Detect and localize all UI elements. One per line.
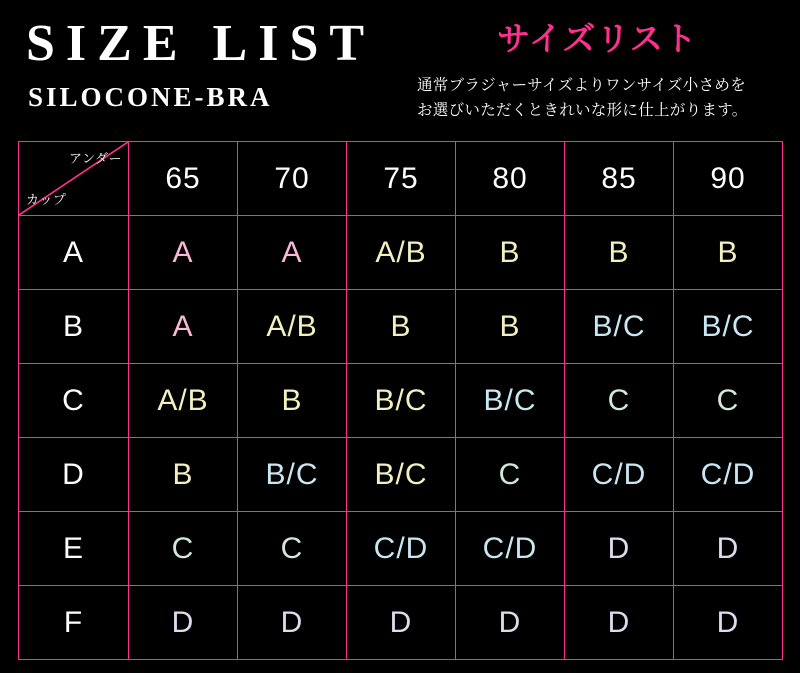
table-row (19, 512, 783, 586)
size-cell: C/D (347, 512, 456, 586)
underbust-label: アンダー (69, 152, 122, 167)
size-table-container (18, 141, 782, 660)
size-cell: D (456, 586, 565, 660)
page-title: SIZE LIST (26, 15, 376, 72)
size-cell: C/D (674, 438, 783, 512)
size-cell: A/B (129, 364, 238, 438)
size-cell: A (238, 216, 347, 290)
size-cell: B (347, 290, 456, 364)
size-cell: C (456, 438, 565, 512)
page-subtitle: SILOCONE-BRA (28, 82, 273, 112)
size-cell: D (238, 586, 347, 660)
size-cell: B/C (565, 290, 674, 364)
size-cell: B/C (674, 290, 783, 364)
row-header-cup: F (19, 586, 129, 660)
size-cell: A (129, 290, 238, 364)
sizing-note-line-2: お選びいただくときれいな形に仕上がります。 (417, 101, 748, 119)
size-cell: C (129, 512, 238, 586)
column-header-underbust: 85 (565, 142, 674, 216)
size-cell: C/D (565, 438, 674, 512)
size-cell: B (456, 290, 565, 364)
size-cell: B (456, 216, 565, 290)
size-cell: A/B (238, 290, 347, 364)
size-cell: D (129, 586, 238, 660)
column-header-underbust: 65 (129, 142, 238, 216)
size-cell: A (129, 216, 238, 290)
size-cell: D (347, 586, 456, 660)
sizing-note (417, 73, 797, 123)
table-row (19, 290, 783, 364)
row-header-cup: D (19, 438, 129, 512)
table-row (19, 586, 783, 660)
size-cell: C (565, 364, 674, 438)
size-cell: B/C (347, 438, 456, 512)
row-header-cup: E (19, 512, 129, 586)
size-cell: C (674, 364, 783, 438)
page-header (0, 0, 800, 140)
size-cell: D (674, 512, 783, 586)
size-cell: A/B (347, 216, 456, 290)
column-header-underbust: 90 (674, 142, 783, 216)
size-cell: D (565, 586, 674, 660)
sizing-note-line-1: 通常ブラジャーサイズよりワンサイズ小さめを (417, 76, 747, 94)
table-header-row (19, 142, 783, 216)
size-cell: C (238, 512, 347, 586)
row-header-cup: B (19, 290, 129, 364)
table-row (19, 438, 783, 512)
size-cell: B (238, 364, 347, 438)
column-header-underbust: 75 (347, 142, 456, 216)
size-cell: B (129, 438, 238, 512)
page-title-japanese: サイズリスト (497, 19, 698, 58)
size-cell: D (674, 586, 783, 660)
size-cell: B/C (347, 364, 456, 438)
size-cell: C/D (456, 512, 565, 586)
cup-label: カップ (26, 193, 67, 208)
size-cell: B/C (238, 438, 347, 512)
size-cell: D (565, 512, 674, 586)
table-row (19, 364, 783, 438)
row-header-cup: A (19, 216, 129, 290)
size-cell: B (565, 216, 674, 290)
row-header-cup: C (19, 364, 129, 438)
size-cell: B (674, 216, 783, 290)
column-header-underbust: 80 (456, 142, 565, 216)
size-table (18, 141, 783, 660)
column-header-underbust: 70 (238, 142, 347, 216)
table-corner-cell (19, 142, 129, 216)
table-row (19, 216, 783, 290)
size-cell: B/C (456, 364, 565, 438)
